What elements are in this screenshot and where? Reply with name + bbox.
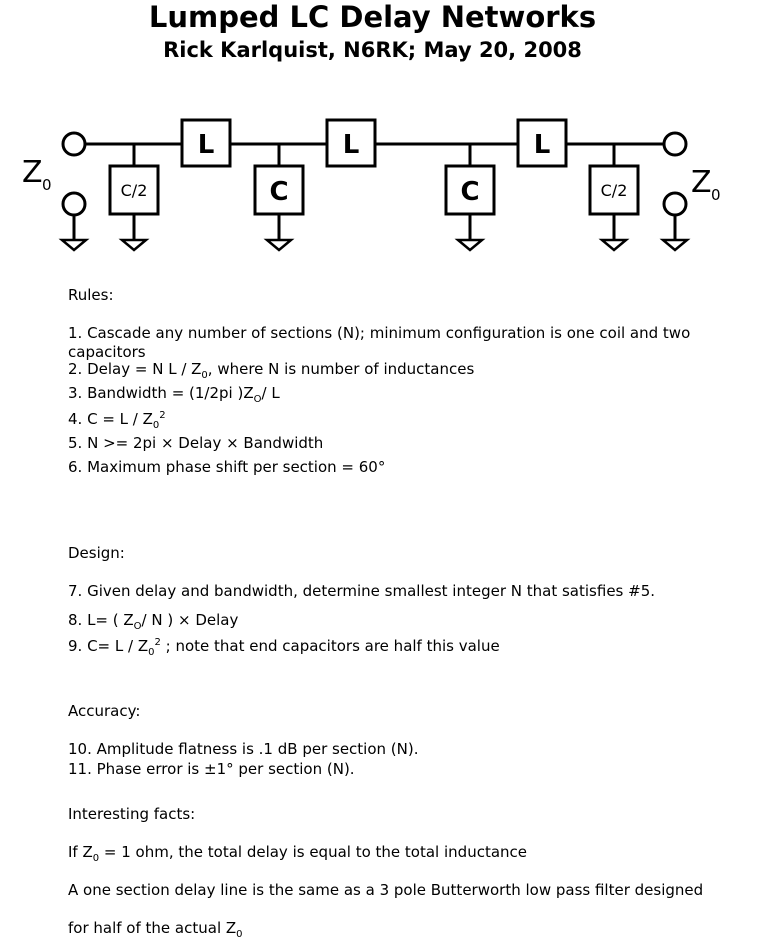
inductor-label: L [197,130,215,160]
ground-symbol [602,240,626,250]
impedance-sub-left: 0 [42,176,52,194]
fact-2-line-2: for half of the actual $Z_0$ [68,919,243,940]
end-capacitor-label: C/2 [600,181,628,200]
fact-2-line-1: A one section delay line is the same as a 3 pole Butterworth low pass filter designed [68,881,704,899]
rule-5: 5. N >= 2pi × Delay × Bandwidth [68,434,324,452]
ground-symbol [62,240,86,250]
accuracy-heading: Accuracy: [68,702,141,720]
output-terminal-bottom [664,193,686,215]
facts-heading: Interesting facts: [68,805,196,823]
ground-symbol [663,240,687,250]
rule-6: 6. Maximum phase shift per section = 60° [68,458,386,476]
lc-delay-schematic [0,100,784,265]
rule-4: 4. $C = L / Z_0^2$ [68,410,166,431]
impedance-label-right: Z [691,165,712,200]
impedance-label-left: Z [22,155,43,190]
ground-symbol [267,240,291,250]
impedance-sub-right: 0 [711,186,721,204]
capacitor-label: C [460,177,480,207]
accuracy-10: 10. Amplitude flatness is .1 dB per section (N). [68,740,419,758]
inductor-label: L [533,130,551,160]
design-7: 7. Given delay and bandwidth, determine smallest integer N that satisfies #5. [68,582,656,600]
output-terminal-top [664,133,686,155]
design-9: 9. $C= L / Z_0^2$ ; note that end capacitors are half this value [68,637,500,658]
ground-symbol [458,240,482,250]
fact-1: If $Z_0 = 1$ ohm, the total delay is equal to the total inductance [68,843,527,864]
design-8: 8. L= ( $Z_O/$ N ) × Delay [68,611,239,632]
capacitor-label: C [269,177,289,207]
accuracy-11: 11. Phase error is ±1° per section (N). [68,760,355,778]
rule-1: 1. Cascade any number of sections (N); minimum configuration is one coil and two capacitors [68,324,691,361]
design-heading: Design: [68,544,125,562]
input-terminal-bottom [63,193,85,215]
inductor-label: L [342,130,360,160]
rule-2: 2. Delay = N L / $Z_0$, where N is number of inductances [68,360,475,381]
rules-heading: Rules: [68,286,114,304]
page-subtitle: Rick Karlquist, N6RK; May 20, 2008 [163,38,582,62]
rule-3: 3. Bandwidth = (1/2pi )$Z_O/$ L [68,384,280,405]
page-title: Lumped LC Delay Networks [148,0,597,34]
end-capacitor-label: C/2 [120,181,148,200]
ground-symbol [122,240,146,250]
input-terminal-top [63,133,85,155]
